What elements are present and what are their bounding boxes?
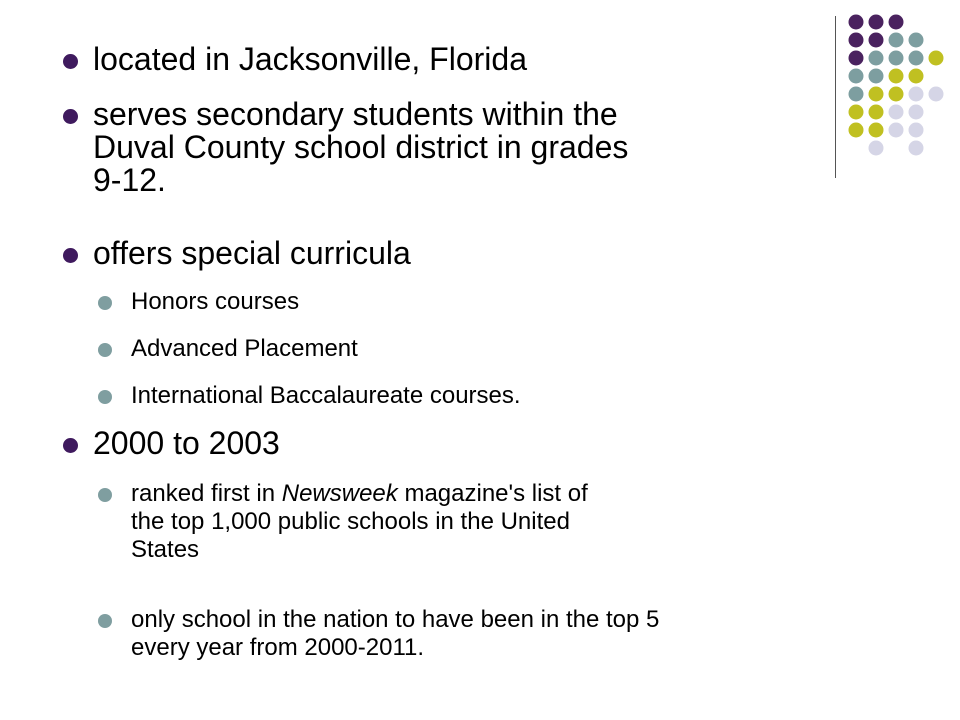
decorative-dot (889, 87, 904, 102)
bullet-text-line (131, 480, 588, 508)
bullet-marker (63, 438, 78, 453)
bullet-marker (98, 614, 112, 628)
decorative-dot (849, 69, 864, 84)
bullet-marker (98, 488, 112, 502)
bullet-text-line: States (131, 536, 200, 563)
decorative-dot (889, 123, 904, 138)
text-suffix: magazine's list of (397, 480, 588, 507)
decorative-dot (869, 51, 884, 66)
decorative-dot (869, 87, 884, 102)
decorative-dot (929, 51, 944, 66)
sub-bullet-top5 (131, 606, 659, 662)
divider-line (835, 16, 836, 178)
bullet-serves (93, 98, 628, 197)
bullet-location (93, 43, 527, 76)
decorative-dot (869, 105, 884, 120)
decorative-dot (909, 87, 924, 102)
sub-bullet-ap (131, 335, 358, 363)
decorative-dot (889, 69, 904, 84)
sub-bullet-ib (131, 382, 521, 410)
sub-bullet-honors (131, 288, 299, 316)
bullet-2000-2003 (93, 427, 280, 460)
decorative-dot (869, 33, 884, 48)
bullet-marker (63, 54, 78, 69)
bullet-text: Advanced Placement (131, 335, 358, 362)
bullet-text: Honors courses (131, 288, 300, 315)
bullet-curricula (93, 237, 411, 270)
bullet-text: offers special curricula (93, 235, 411, 271)
decorative-dot (869, 141, 884, 156)
bullet-text-line: 9-12. (93, 162, 166, 198)
bullet-marker (63, 109, 78, 124)
decorative-dot (889, 15, 904, 30)
bullet-text: International Baccalaureate courses. (131, 382, 521, 409)
decorative-dot (869, 69, 884, 84)
bullet-marker (98, 296, 112, 310)
decorative-dot (869, 123, 884, 138)
decorative-dot (849, 15, 864, 30)
text-prefix: ranked first in (131, 480, 282, 507)
decorative-dot (909, 33, 924, 48)
sub-bullet-newsweek (131, 480, 588, 564)
decorative-dot (849, 105, 864, 120)
bullet-marker (98, 390, 112, 404)
bullet-marker (98, 343, 112, 357)
decorative-dot (909, 105, 924, 120)
decorative-dot (929, 87, 944, 102)
bullet-text: located in Jacksonville, Florida (93, 41, 527, 77)
decorative-dot (849, 123, 864, 138)
decorative-dot (909, 51, 924, 66)
bullet-text-line: Duval County school district in grades (93, 129, 629, 165)
decorative-dot (909, 69, 924, 84)
bullet-text-line: every year from 2000-2011. (131, 634, 425, 661)
decorative-dot (849, 33, 864, 48)
decorative-dot (889, 51, 904, 66)
bullet-marker (63, 248, 78, 263)
decorative-dot (909, 141, 924, 156)
bullet-text-line: the top 1,000 public schools in the United (131, 508, 570, 535)
decorative-dot (849, 51, 864, 66)
bullet-text-line: only school in the nation to have been in the top 5 (131, 606, 660, 633)
bullet-text-line: serves secondary students within the (93, 96, 618, 132)
decorative-dot (869, 15, 884, 30)
bullet-text: 2000 to 2003 (93, 425, 280, 461)
decorative-dot (889, 33, 904, 48)
decorative-dot (909, 123, 924, 138)
text-emphasis: Newsweek (281, 480, 398, 507)
decorative-dot (889, 105, 904, 120)
decorative-dot (849, 87, 864, 102)
